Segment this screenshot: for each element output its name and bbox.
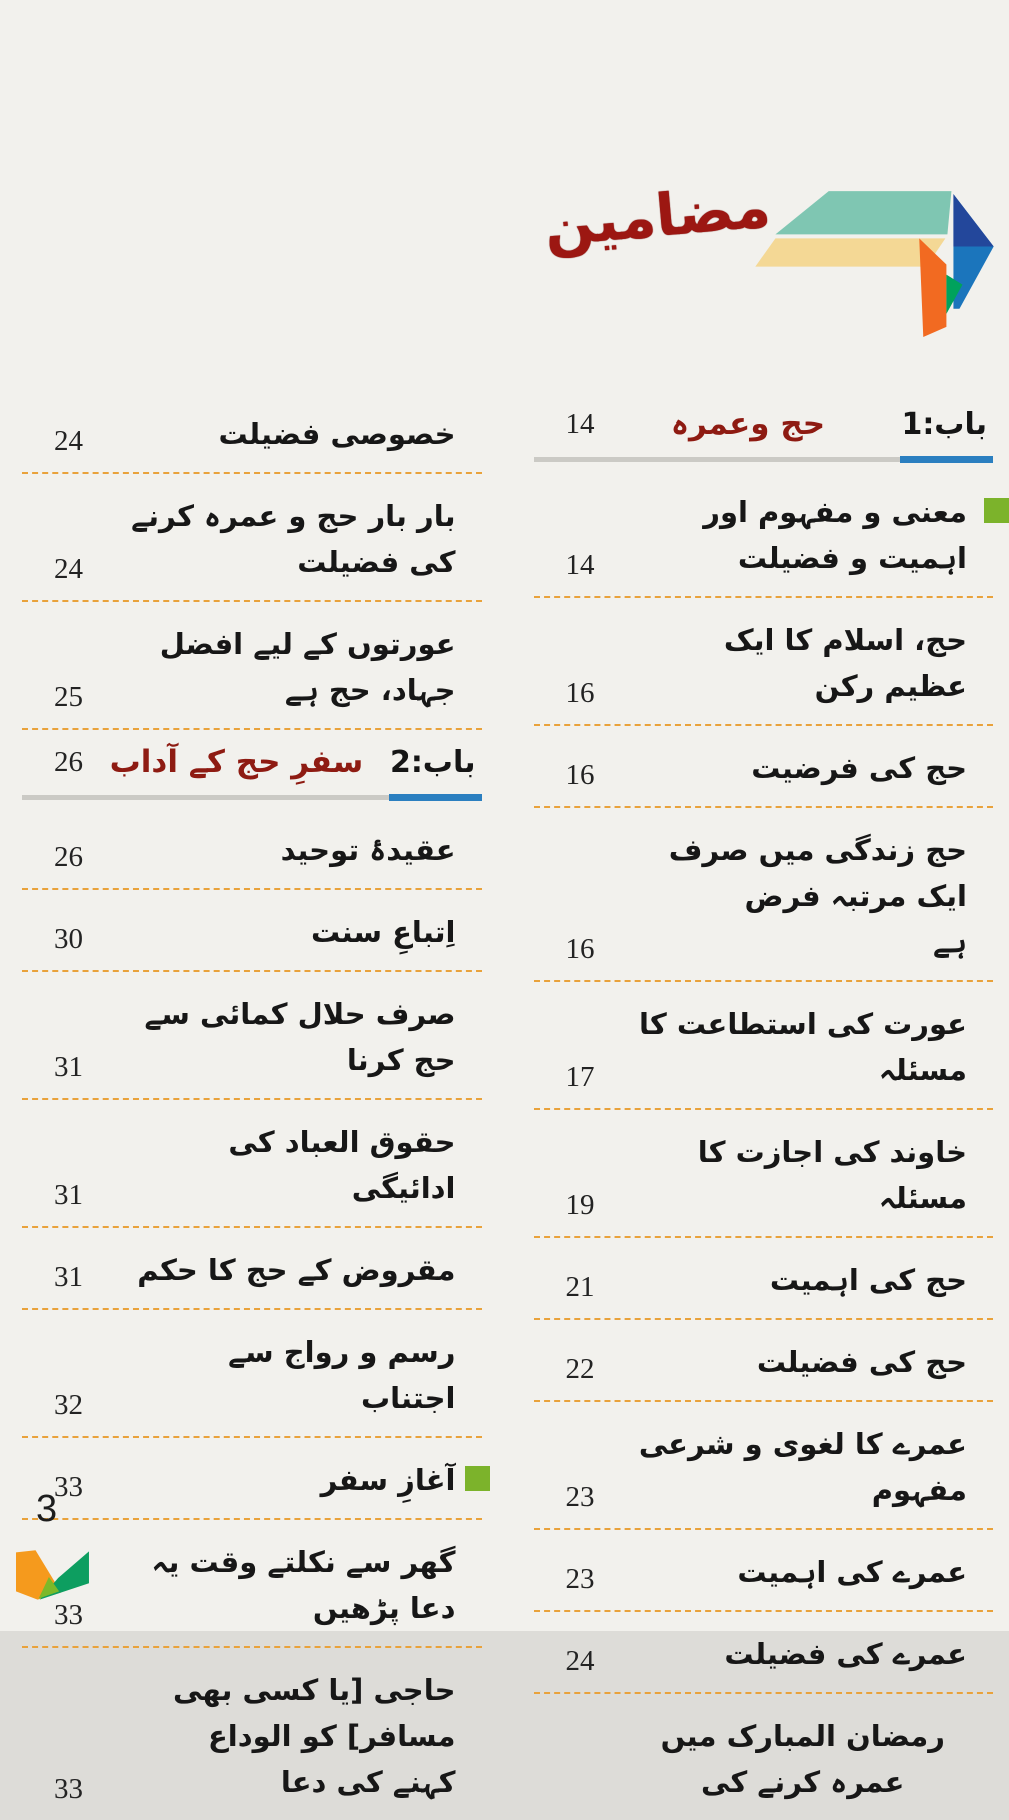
toc-entry-page: 24	[565, 1645, 595, 1677]
toc-entry	[534, 1402, 994, 1530]
toc-entry-page: 33	[54, 1599, 83, 1631]
toc-entry-title-line2: کہنے کی دعا	[280, 1765, 456, 1799]
toc-entry-page: 31	[54, 1261, 83, 1293]
toc-entry-title: صرف حلال کمائی سے حج کرنا	[144, 997, 456, 1077]
toc-entry	[22, 392, 482, 474]
toc-entry	[22, 474, 482, 602]
toc-entry-title: آغازِ سفر	[320, 1463, 456, 1497]
chapter-2-rule-accent	[389, 794, 482, 801]
toc-entry	[534, 1612, 994, 1694]
toc-entry	[22, 1100, 482, 1228]
green-square-bullet-icon	[465, 1466, 490, 1491]
toc-entry-title: گھر سے نکلتے وقت یہ دعا پڑھیں	[151, 1545, 456, 1625]
toc-column-left	[22, 392, 482, 1820]
chapter-1-heading	[534, 392, 994, 462]
toc-entry-title-line2: ہے	[933, 925, 967, 959]
toc-entry-title: حج کی فرضیت	[751, 751, 967, 785]
toc-entry	[22, 890, 482, 972]
toc-entry-page: 30	[54, 923, 83, 955]
toc-entry	[534, 726, 994, 808]
chapter-2-heading-row	[22, 744, 482, 780]
toc-entry-title: عمرے کی اہمیت	[737, 1555, 967, 1589]
toc-entry-title: حج کی اہمیت	[769, 1263, 967, 1297]
page-number: 3	[36, 1488, 58, 1530]
chapter-2-rule	[22, 795, 482, 800]
toc-entry-page: 16	[565, 677, 595, 709]
toc-entry-page: 23	[565, 1481, 595, 1513]
toc-entry-title: حج زندگی میں صرف ایک مرتبہ فرض	[668, 833, 967, 913]
toc-entry-title: عمرے کی فضیلت	[724, 1637, 967, 1671]
toc-entry-title: عقیدۂ توحید	[280, 833, 456, 867]
toc-entry	[534, 1530, 994, 1612]
chapter-1-heading-row	[534, 406, 994, 442]
chapter-1-page-number: 14	[565, 407, 595, 440]
toc-entry-title: خصوصی فضیلت	[218, 417, 456, 451]
toc-entry-page: 22	[565, 1353, 595, 1385]
toc-entry-page: 19	[565, 1189, 595, 1221]
toc-entry	[22, 1520, 482, 1648]
chapter-2-label: باب:2	[389, 744, 476, 780]
chapter-1-rule-accent	[900, 456, 993, 463]
toc-entry-page: 31	[54, 1179, 83, 1211]
geometric-check-logo-icon	[16, 1550, 90, 1602]
toc-entry-title: معنی و مفہوم اور اہمیت و فضیلت	[703, 495, 967, 575]
toc-entry	[534, 1238, 994, 1320]
toc-entry-page: 25	[54, 681, 83, 713]
toc-entry-page: 26	[54, 841, 83, 873]
toc-entry	[534, 982, 994, 1110]
toc-entry-page: 14	[565, 549, 595, 581]
toc-entry-page: 16	[565, 933, 595, 965]
toc-entry-page: 23	[565, 1563, 595, 1595]
chapter-1-title: حج وعمرہ	[670, 406, 826, 442]
toc-entry	[22, 1228, 482, 1310]
toc-entry	[534, 470, 994, 598]
toc-entry	[534, 1110, 994, 1238]
toc-entry-title: رمضان المبارک میں عمرہ کرنے کی	[660, 1719, 945, 1799]
toc-columns	[22, 392, 993, 1820]
chapter-1-label: باب:1	[901, 406, 987, 442]
toc-entry-title: خاوند کی اجازت کا مسئلہ	[697, 1135, 967, 1215]
toc-entry-page: 32	[54, 1389, 83, 1421]
toc-entry-page: 16	[565, 759, 595, 791]
toc-entry-page: 31	[54, 1051, 83, 1083]
chapter-2-page-number: 26	[54, 745, 83, 778]
toc-entry-page: 33	[54, 1471, 83, 1503]
toc-entry	[534, 598, 994, 726]
toc-entry-title: حج، اسلام کا ایک عظیم رکن	[723, 623, 967, 703]
toc-entry-title: بار بار حج و عمرہ کرنے کی فضیلت	[131, 499, 456, 579]
toc-entry	[22, 972, 482, 1100]
toc-entry-page: 21	[565, 1271, 595, 1303]
toc-entry-page: 24	[54, 425, 83, 457]
toc-entry-page: 33	[54, 1773, 83, 1805]
toc-entry	[22, 808, 482, 890]
toc-entry	[22, 602, 482, 730]
chapter-1-rule	[534, 457, 994, 462]
toc-entry-title: مقروض کے حج کا حکم	[137, 1253, 456, 1287]
chapter-2-title: سفرِ حج کے آداب	[109, 744, 364, 780]
toc-entry-title: حج کی فضیلت	[756, 1345, 967, 1379]
geometric-arrow-logo-icon	[745, 166, 1007, 342]
green-square-bullet-icon	[984, 498, 1009, 523]
toc-entry	[534, 808, 994, 982]
toc-entry	[534, 1320, 994, 1402]
toc-entry-continued	[534, 1694, 994, 1820]
toc-entry-title: عمرے کا لغوی و شرعی مفہوم	[638, 1427, 967, 1507]
toc-entry-title: عورت کی استطاعت کا مسئلہ	[638, 1007, 967, 1087]
toc-entry-page: 17	[565, 1061, 595, 1093]
toc-entry-title: عورتوں کے لیے افضل جہاد، حج ہے	[159, 627, 456, 707]
toc-entry-page: 24	[54, 553, 83, 585]
toc-entry	[22, 1648, 482, 1820]
toc-entry-title: اِتباعِ سنت	[310, 915, 456, 949]
toc-entry	[22, 1310, 482, 1438]
toc-entry-title: رسم و رواج سے اجتناب	[228, 1335, 456, 1415]
toc-entry-title: حاجی [یا کسی بھی مسافر] کو الوداع	[173, 1673, 456, 1753]
toc-entry-title: حقوق العباد کی ادائیگی	[228, 1125, 456, 1205]
toc-column-right	[534, 392, 994, 1820]
chapter-2-heading	[22, 730, 482, 800]
toc-entry	[22, 1438, 482, 1520]
contents-calligraphy-title: مضامین	[541, 172, 774, 260]
